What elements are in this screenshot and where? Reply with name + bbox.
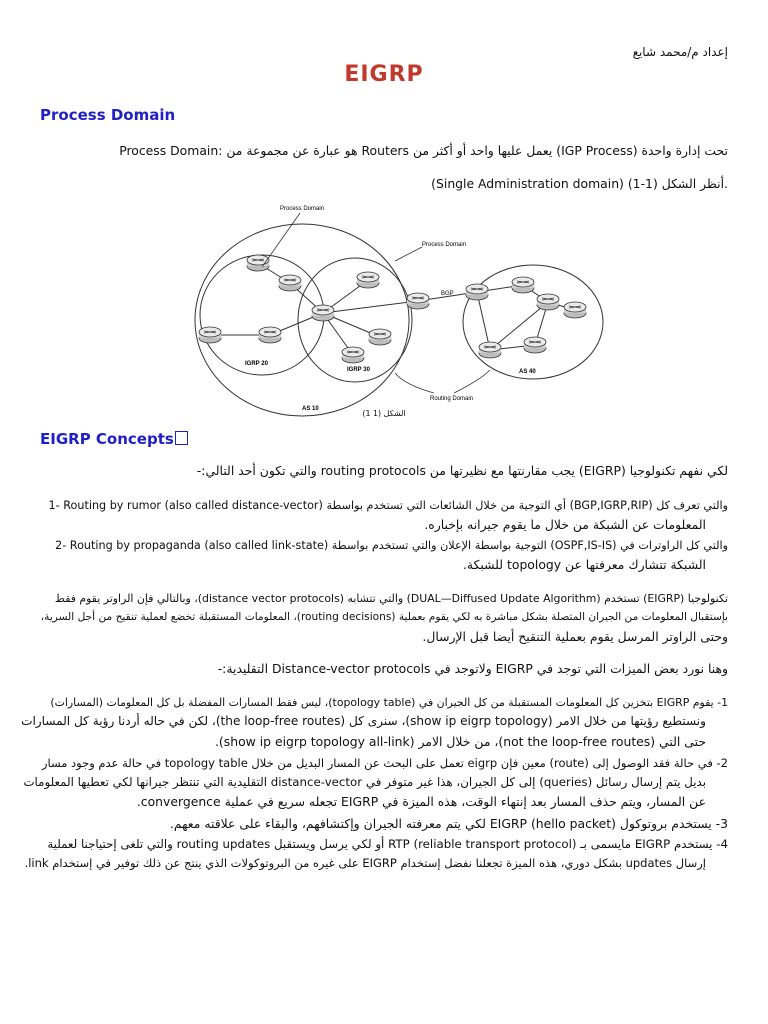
as10-boundary — [195, 224, 409, 416]
igrp30-label: IGRP 30 — [347, 367, 370, 373]
process-domain-label-1: Process Domain — [280, 206, 325, 212]
routing-by-rumor-line2: المعلومات عن الشبكة من خلال ما يقوم جيرانه بإخباره. — [424, 517, 706, 532]
feature2-line2: بديل يتم إرسال رسائل (queries) إلى كل الجيران، هذا غير متوفر في distance-vector التقليدية التي تنتظر جيرانها لكي تعطيها المعلومات — [23, 775, 706, 789]
section-heading-eigrp-concepts — [40, 430, 188, 448]
process-domain-label-2: Process Domain — [422, 242, 467, 248]
igrp20-label: IGRP 20 — [245, 361, 268, 367]
document-title: EIGRP — [344, 62, 424, 87]
network-domain-diagram — [190, 195, 610, 420]
as10-label: AS 10 — [302, 406, 319, 412]
routing-domain-label: Routing Domain — [430, 396, 474, 402]
dual-paragraph-line3: وحتى الراوتر المرسل يقوم بعملية التنقيح أيضا قبل الإرسال. — [422, 629, 728, 644]
dual-paragraph-line1: تكنولوجيا (EIGRP) تستخدم (DUAL—Diffused Update Algorithm) والتي تتشابه (distance vector protocols)، وبالتالي فإن الراوتر يقوم فقط — [54, 592, 728, 605]
as40-label: AS 40 — [519, 369, 536, 375]
author-line: إعداد م/محمد شايع — [632, 45, 728, 59]
feature2-line3: عن المسار، ويتم حذف المسار بعد إنتهاء الوقت، هذه الميزة في EIGRP تجعله سريع في عملية convergence. — [136, 794, 706, 809]
feature4-line1: 4- يستخدم EIGRP مايسمى بـ RTP (reliable transport protocol) أو لكي يرسل ويستقبل routing updates والتي تلغى إحتياجنا لعملية — [47, 837, 728, 851]
feature3-line1: 3- يستخدم بروتوكول EIGRP (hello packet) لكي يتم معرفته الجيران وإكتشافهم، والبقاء على علاقته معهم. — [169, 816, 728, 831]
process-domain-definition-line2: (Single Administration domain) أنظر الشكل (1-1). — [431, 176, 728, 191]
routing-by-rumor-line1: 1- Routing by rumor (also called distance-vector) أي التوجية من خلال الشائعات التي تستخدم بواسطة (BGP,IGRP,RIP) والتي تعرف كل — [48, 499, 728, 512]
eigrp-concepts-heading-text: EIGRP Concepts — [40, 430, 174, 448]
feature1-line1: 1- يقوم EIGRP بتخزين كل المعلومات المستقبلة من كل الجيران في (topology table)، ليس فقط المسارات المفضلة بل كل المعلومات (المسارات) — [50, 696, 728, 709]
igrp20-boundary — [200, 255, 324, 375]
igrp30-boundary — [298, 258, 412, 382]
routing-by-propaganda-line2: الشبكة تتشارك معرفتها عن topology للشبكة. — [462, 557, 706, 572]
feature2-line1: 2- في حالة فقد الوصول إلى (route) معين فإن eigrp تعمل على البحث عن المسار البديل من خلال topology table في حالة عدم وجود مسار — [41, 756, 728, 770]
features-intro: وهنا نورد بعض الميزات التي توجد في EIGRP ولاتوجد في Distance-vector protocols التقليدية:- — [217, 661, 728, 676]
feature1-line2: ونستطيع رؤيتها من خلال الامر (show ip eigrp topology)، سنرى كل (the loop-free routes)، لكن في حاله أردنا رؤية كل المسارات — [21, 714, 706, 728]
bgp-label: BGP — [441, 291, 454, 297]
concepts-intro: لكي نفهم تكنولوجيا (EIGRP) يجب مقارنتها مع نظيرتها من routing protocols والتي تكون أحد التالي:- — [196, 463, 728, 478]
feature1-line3: حتى التي (not the loop-free routes)، من خلال الامر (show ip eigrp topology all-link). — [214, 734, 706, 749]
box-glyph-icon — [175, 431, 188, 445]
routing-by-propaganda-line1: 2- Routing by propaganda (also called link-state) التوجية بواسطة الإعلان والتي تستخدم بواسطة (OSPF,IS-IS) والتي كل الراوترات في — [55, 539, 728, 552]
feature4-line2: إرسال updates بشكل دوري، هذه الميزة تجعلنا نفضل إستخدام EIGRP على غيره من البروتوكولات الذي ينتج عن ذلك توفير في إستخدام link. — [24, 856, 706, 870]
section-heading-process-domain: Process Domain — [40, 106, 176, 124]
figure-caption: الشكل (1 1) — [362, 409, 406, 418]
dual-paragraph-line2: بإستقبال المعلومات من الجيران المتصلة بشكل مباشرة به لكي يقوم بعملية (routing decisions)، المعلومات المستقبلة تخضع لعملية تنقيح من أجل السرية، — [40, 611, 728, 623]
process-domain-definition-line1: Process Domain: هو عبارة عن مجموعة من Routers يعمل عليها واحد أو أكثر من (IGP Process) تحت إدارة واحدة — [119, 143, 728, 158]
